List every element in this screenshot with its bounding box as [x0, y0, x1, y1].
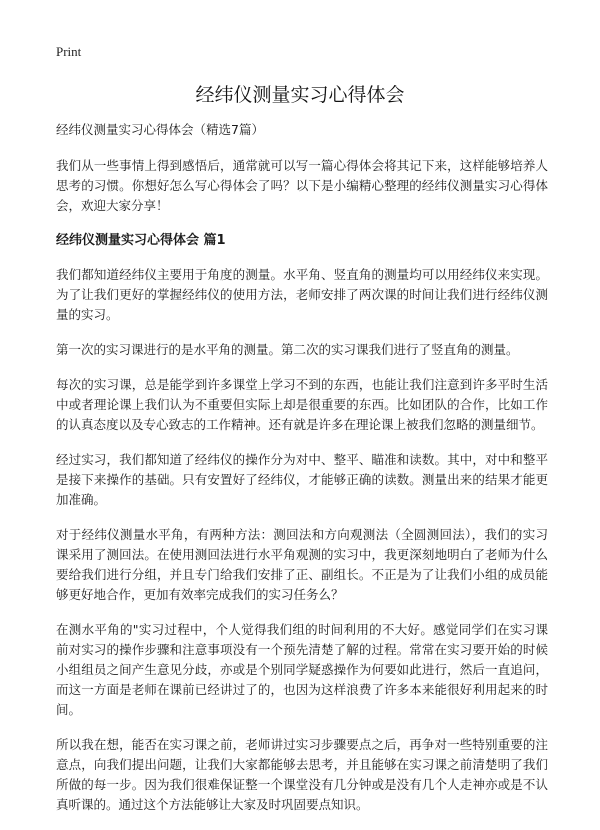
article-body [56, 120, 548, 830]
paragraph: 经过实习，我们都知道了经纬仪的操作分为对中、整平、瞄准和读数。其中，对中和整平是接下来操作的基础。只有安置好了经纬仪，才能够正确的读数。测量出来的结果才能更加准确。 [56, 452, 548, 507]
paragraph: 第一次的实习课进行的是水平角的测量。第二次的实习课我们进行了竖直角的测量。 [56, 342, 519, 357]
paragraph: 对于经纬仪测量水平角，有两种方法：测回法和方向观测法（全圆测回法），我们的实习课采用了测回法。在使用测回法进行水平角观测的实习中，我更深刻地明白了老师为什么要给我们进行分组，并且专门给我们安排了正、副组长。不正是为了让我们小组的成员能够更好地合作，更加有效率完成我们的实习任务么？ [56, 527, 548, 602]
paragraph: 我们都知道经纬仪主要用于角度的测量。水平角、竖直角的测量均可以用经纬仪来实现。为了让我们更好的掌握经纬仪的使用方法，老师安排了两次课的时间让我们进行经纬仪测量的实习。 [56, 267, 548, 322]
print-link[interactable]: Print [56, 44, 82, 59]
paragraph: 每次的实习课，总是能学到许多课堂上学习不到的东西，也能让我们注意到许多平时生活中或者理论课上我们认为不重要但实际上却是很重要的东西。比如团队的合作，比如工作的认真态度以及专心致志的工作精神。还有就是许多在理论课上被我们忽略的测量细节。 [56, 377, 548, 432]
paragraph: 所以我在想，能否在实习课之前，老师讲过实习步骤要点之后，再争对一些特别重要的注意点，向我们提出问题，让我们大家都能够去思考，并且能够在实习课之前清楚明了我们所做的每一步。因为我们很难保证整一个课堂没有几分钟或是没有几个人走神亦或是不认真听课的。通过这个方法能够让大家及时巩固要点知识。 [56, 737, 548, 812]
paragraph: 在测水平角的"实习过程中，个人觉得我们组的时间利用的不大好。感觉同学们在实习课前对实习的操作步骤和注意事项没有一个预先清楚了解的过程。常常在实习要开始的时候小组组员之间产生意见分歧，亦或是个别同学疑惑操作为何要如此进行，然后一直追问，而这一方面是老师在课前已经讲过了的，也因为这样浪费了许多本来能很好利用起来的时间。 [56, 622, 548, 717]
article-subtitle: 经纬仪测量实习心得体会（精选7篇） [56, 122, 264, 137]
page-title: 经纬仪测量实习心得体会 [195, 84, 405, 106]
intro-paragraph: 我们从一些事情上得到感悟后，通常就可以写一篇心得体会将其记下来，这样能够培养人思考的习惯。你想好怎么写心得体会了吗？以下是小编精心整理的经纬仪测量实习心得体会，欢迎大家分享！ [56, 158, 548, 213]
section-heading: 经纬仪测量实习心得体会 篇1 [56, 233, 226, 248]
